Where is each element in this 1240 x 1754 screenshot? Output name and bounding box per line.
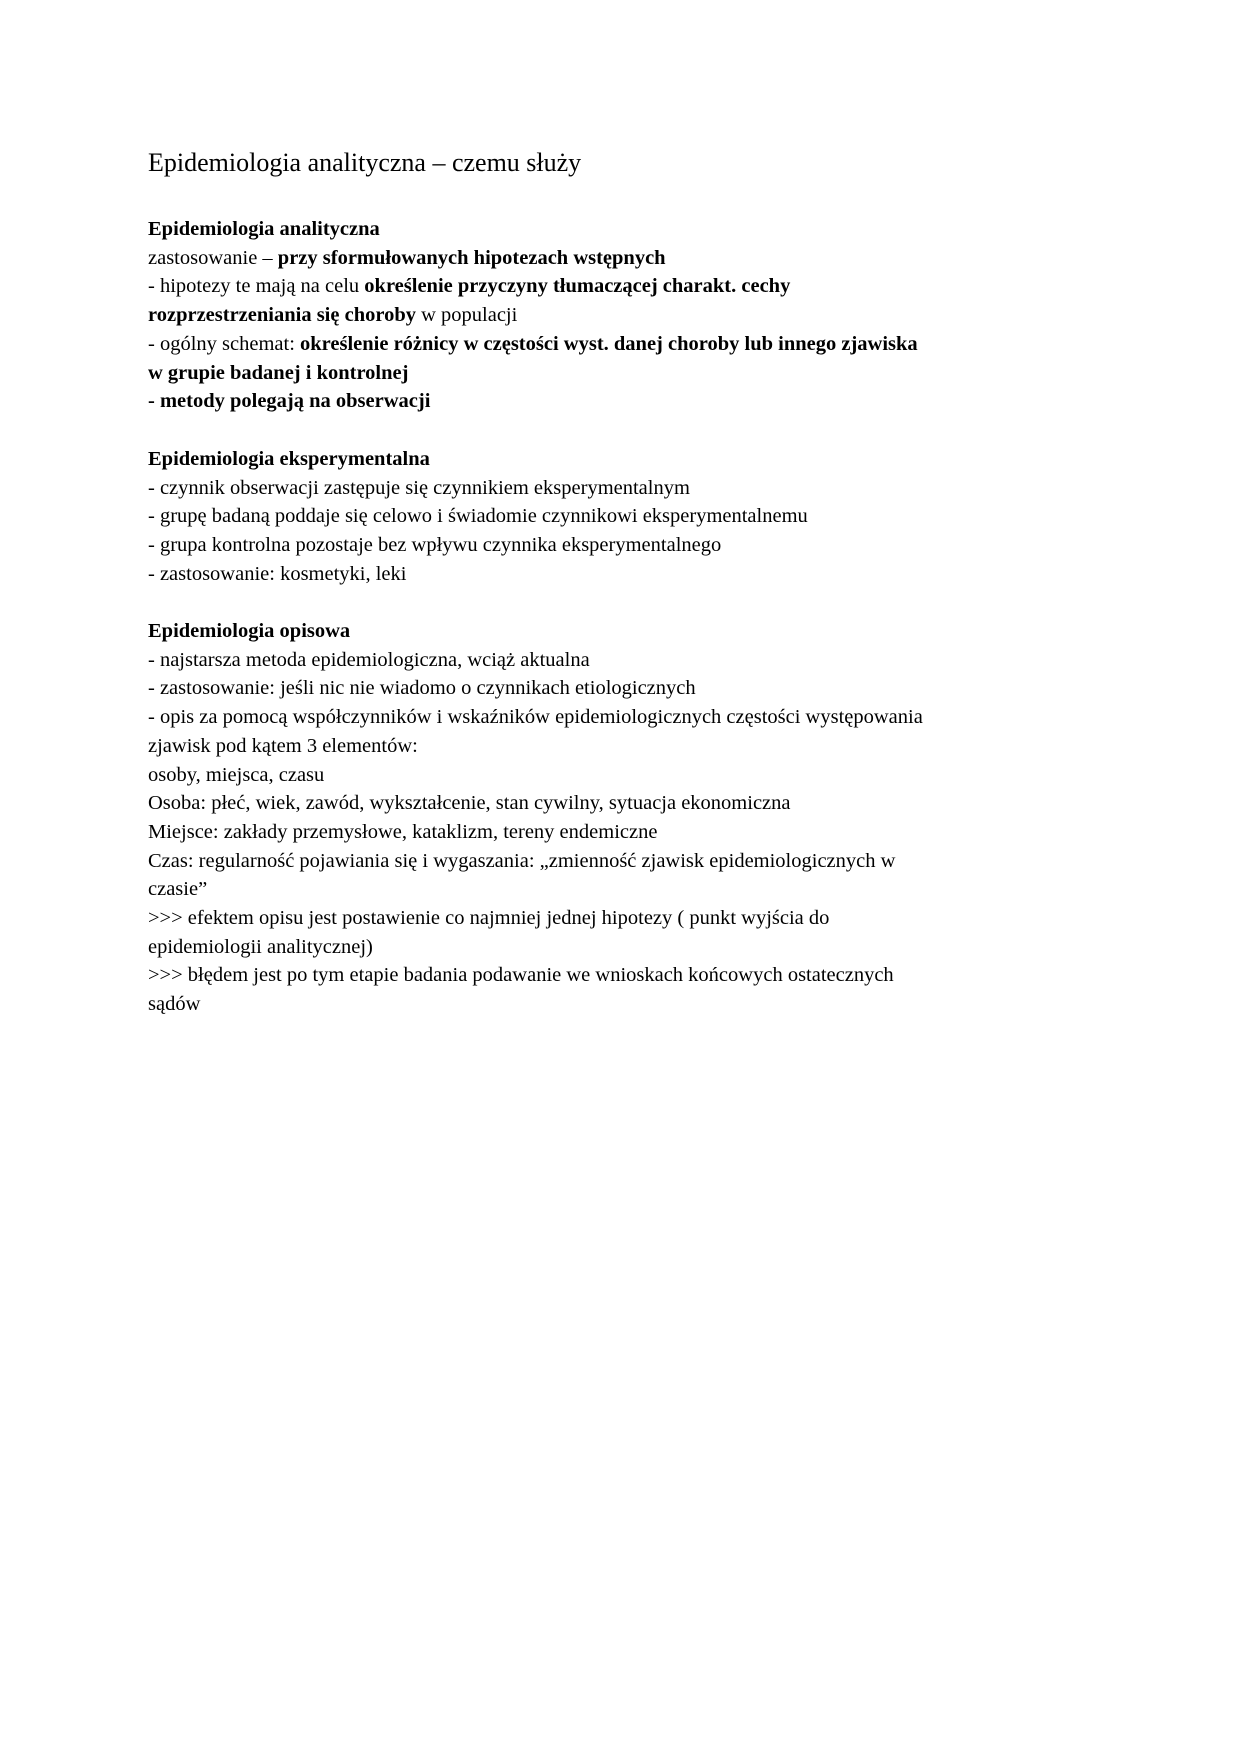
text-normal: - hipotezy te mają na celu (148, 275, 365, 298)
section-analytic (148, 215, 1108, 416)
text-bold: rozprzestrzeniania się choroby (148, 304, 416, 327)
text-line: - grupę badaną poddaje się celowo i świadomie czynnikowi eksperymentalnemu (148, 505, 808, 528)
text-line: - zastosowanie: jeśli nic nie wiadomo o czynnikach etiologicznych (148, 677, 696, 700)
section-heading-descriptive: Epidemiologia opisowa (148, 620, 351, 642)
text-line-bold: w grupie badanej i kontrolnej (148, 361, 409, 384)
section-heading-experimental: Epidemiologia eksperymentalna (148, 448, 430, 470)
document-title: Epidemiologia analityczna – czemu służy (148, 148, 582, 177)
text-line: - czynnik obserwacji zastępuje się czynnikiem eksperymentalnym (148, 476, 690, 499)
text-line: epidemiologii analitycznej) (148, 935, 373, 958)
text-line: czasie” (148, 878, 208, 901)
text-normal: - ogólny schemat: (148, 332, 301, 355)
section-descriptive (148, 617, 1108, 1019)
text-line: sądów (148, 993, 201, 1016)
text-line-bold: - metody polegają na obserwacji (148, 390, 431, 413)
text-line: - zastosowanie: kosmetyki, leki (148, 562, 407, 585)
section-experimental (148, 445, 1108, 589)
text-line (148, 301, 1108, 330)
text-normal: zastosowanie – (148, 246, 278, 269)
text-line: - opis za pomocą współczynników i wskaźników epidemiologicznych częstości występowania (148, 706, 923, 729)
text-line: >>> błędem jest po tym etapie badania podawanie we wnioskach końcowych ostatecznych (148, 964, 894, 987)
text-line: Czas: regularność pojawiania się i wygaszania: „zmienność zjawisk epidemiologicznych w (148, 849, 896, 872)
text-normal: w populacji (415, 304, 518, 327)
text-bold: określenie różnicy w częstości wyst. danej choroby lub innego zjawiska (300, 332, 918, 355)
text-line (148, 244, 1108, 273)
text-line: - grupa kontrolna pozostaje bez wpływu czynnika eksperymentalnego (148, 534, 722, 557)
text-bold: określenie przyczyny tłumaczącej charakt. cechy (364, 275, 791, 298)
text-line (148, 330, 1108, 359)
text-line: Miejsce: zakłady przemysłowe, kataklizm, tereny endemiczne (148, 820, 658, 843)
text-line: Osoba: płeć, wiek, zawód, wykształcenie, stan cywilny, sytuacja ekonomiczna (148, 792, 791, 815)
text-line (148, 272, 1108, 301)
text-bold: przy sformułowanych hipotezach wstępnych (277, 246, 666, 269)
text-line: - najstarsza metoda epidemiologiczna, wciąż aktualna (148, 648, 590, 671)
text-line: zjawisk pod kątem 3 elementów: (148, 734, 418, 757)
text-line: >>> efektem opisu jest postawienie co najmniej jednej hipotezy ( punkt wyjścia do (148, 907, 830, 930)
section-heading-analytic: Epidemiologia analityczna (148, 218, 380, 240)
text-line: osoby, miejsca, czasu (148, 763, 325, 786)
